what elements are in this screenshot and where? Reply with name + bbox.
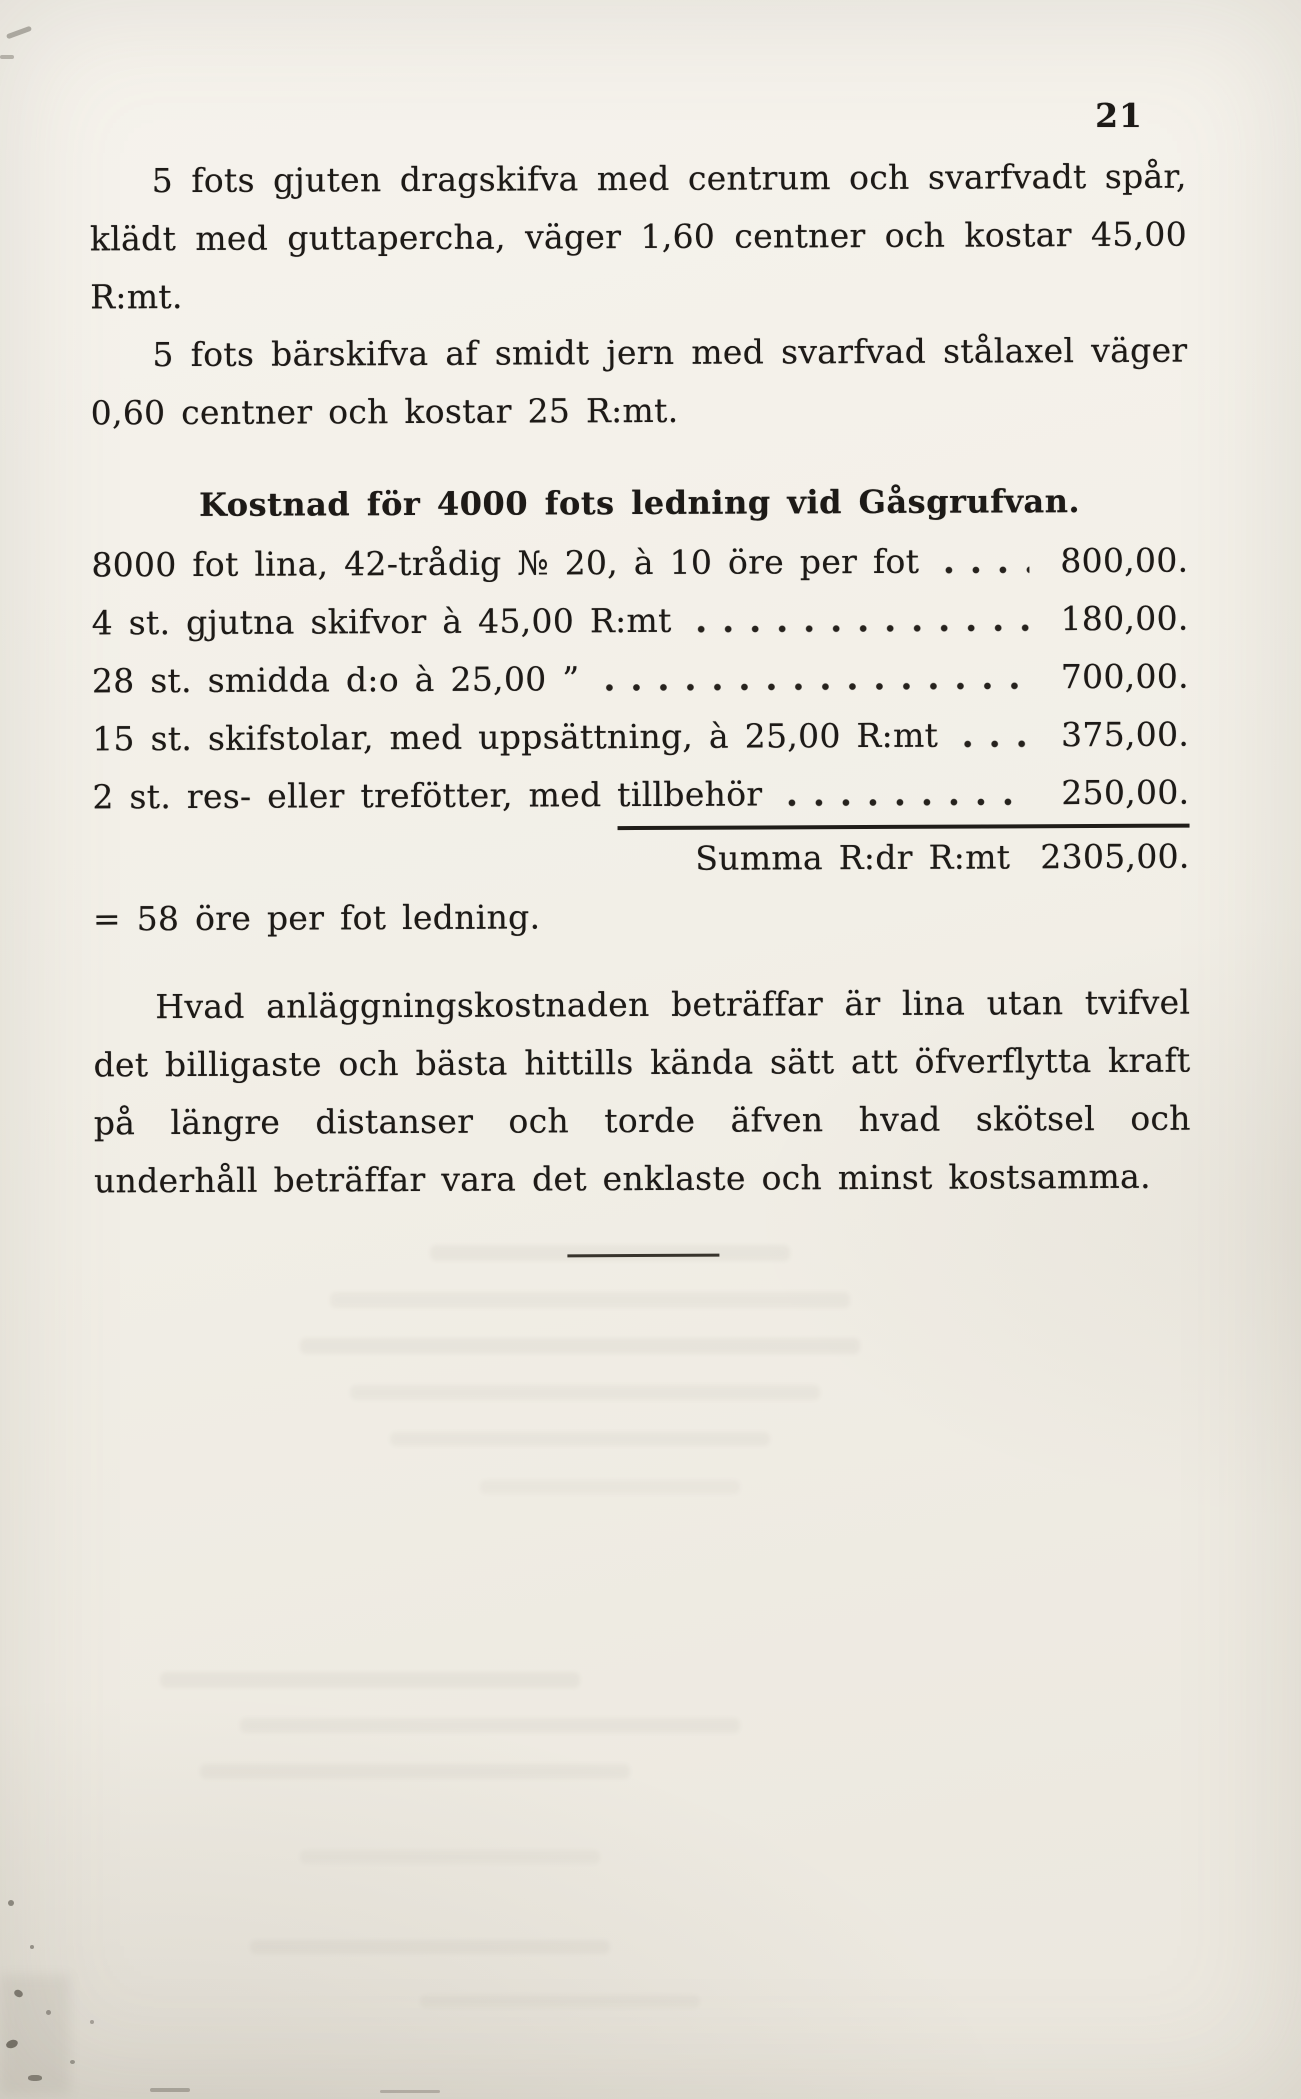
scan-speck [380,2090,440,2093]
row-amount: 250,00. [1061,772,1190,813]
table-row [91,532,1188,595]
row-label: 4 st. gjutna skifvor à 45,00 R:mt [91,600,672,643]
show-through-smudge [420,1995,700,2008]
scan-speck [90,2020,94,2024]
scan-speck [5,2038,19,2049]
scan-speck [30,1945,34,1949]
table-row [92,706,1189,769]
scan-speck [150,2088,190,2092]
paragraph-dragskifva: 5 fots gjuten dragskifva med centrum och svarfvadt spår, klädt med guttapercha, väger 1,60 centner och kostar 45,00 R:mt. [89,156,1188,317]
show-through-smudge [300,1850,600,1864]
row-amount: 800,00. [1060,540,1189,581]
dot-leader [778,764,1030,823]
show-through-smudge [0,1975,70,2095]
section-heading: Kostnad för 4000 fots ledning vid Gåsgrufvan. [199,482,1081,524]
row-label: 15 st. skifstolar, med uppsättning, à 25,00 R:mt [92,715,939,759]
dot-leader [954,706,1030,764]
scan-speck [46,2010,51,2015]
row-label: 2 st. res- eller trefötter, med tillbehör [92,774,763,817]
dot-leader [595,648,1030,708]
show-through-smudge [250,1940,610,1954]
scan-speck [13,1988,24,1998]
paragraph-barskifva: 5 fots bärskifva af smidt jern med svarfvad stålaxel väger 0,60 centner och kostar 25 R:mt. [90,330,1188,433]
row-label: 28 st. smidda d:o à 25,00 ” [91,659,580,701]
table-row [92,648,1189,711]
scan-speck [6,26,32,40]
show-through-smudge [200,1764,630,1779]
dot-leader [687,590,1029,649]
page-number: 21 [1095,96,1143,135]
show-through-smudge [300,1338,860,1354]
scan-speck [8,1900,14,1906]
row-amount: 700,00. [1060,656,1189,697]
dot-leader [935,532,1029,590]
scan-speck [28,2075,42,2081]
scan-speck [0,55,14,59]
show-through-smudge [240,1718,740,1733]
show-through-smudge [160,1672,580,1688]
rate-line: = 58 öre per fot ledning. [92,897,541,939]
table-row [92,764,1189,827]
row-amount: 375,00. [1060,714,1190,755]
section-end-rule [567,1254,719,1258]
closing-paragraph: Hvad anläggningskostnaden beträffar är lina utan tvifvel det billigaste och bästa hittills kända sätt att öfverflytta kraft på längre distanser och torde äfven hvad skötsel och underhåll beträffar vara det enklaste och minst kostsamma. [93,982,1191,1201]
show-through-smudge [480,1480,740,1494]
row-amount: 180,00. [1060,598,1189,639]
show-through-smudge [390,1432,770,1446]
summa-amount: 2305,00. [1040,836,1190,877]
cost-table [91,532,1190,891]
page-content [90,148,1192,1260]
summa-label: Summa R:dr R:mt [695,837,1011,878]
table-row [92,590,1189,653]
row-label: 8000 fot lina, 42-trådig № 20, à 10 öre per fot [91,541,920,585]
scan-speck [70,2060,75,2064]
show-through-smudge [330,1292,850,1308]
show-through-smudge [350,1385,820,1400]
summa-row [93,828,1190,891]
